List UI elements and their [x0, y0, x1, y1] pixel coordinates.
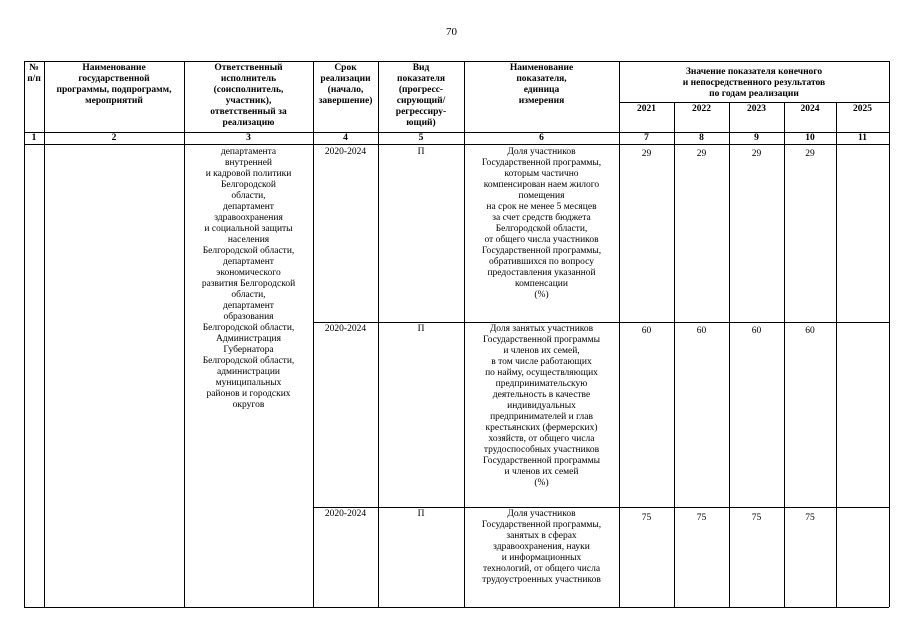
header-year: 2022 — [692, 104, 711, 114]
column-number: 11 — [858, 133, 867, 143]
row-value: 60 — [696, 326, 707, 336]
colnum-bottom-line — [24, 144, 889, 145]
header-values-group: Значение показателя конечного и непосредственного результатов по годам реализации — [682, 67, 826, 99]
header-number: № п/п — [27, 63, 41, 84]
header-responsible: Ответственный исполнитель (соисполнитель, участник), ответственный за реализацию — [210, 63, 287, 128]
row-indicator-type: П — [417, 147, 425, 157]
years-header-line — [619, 102, 889, 103]
col-border — [836, 102, 837, 607]
row-value: 60 — [805, 326, 815, 336]
column-number: 10 — [805, 133, 815, 143]
col-border — [729, 102, 730, 607]
header-period: Срок реализации (начало, завершение) — [318, 63, 373, 106]
col-border — [674, 102, 675, 607]
header-year: 2024 — [800, 104, 820, 114]
table-top-border — [24, 61, 889, 62]
table-bottom-border — [24, 607, 889, 608]
row-value: 29 — [641, 149, 652, 159]
header-indicator-type: Вид показателя (прогресс- сирующий/ регрессиру- ющий) — [395, 63, 447, 128]
row-indicator-name: Доля занятых участников Государственной программы и членов их семей, в том числе работающих по найму, осуществляющих предпринимательскую деятельность в качестве индивидуальных предпринимателей и глав крестьянских (фермерских) хозяйств, от общего числа трудоспособных участников Государственной программы и членов их семей (%) — [483, 324, 600, 488]
column-number: 7 — [644, 133, 649, 143]
row-indicator-type: П — [417, 509, 425, 519]
col-border — [784, 102, 785, 607]
header-year: 2025 — [853, 104, 872, 114]
row-separator — [313, 507, 889, 508]
row-value: 29 — [805, 149, 815, 159]
column-number: 4 — [343, 133, 348, 143]
row-separator — [313, 322, 889, 323]
column-number: 8 — [699, 133, 704, 143]
row-value: 60 — [751, 326, 762, 336]
header-program-name: Наименование государственной программы, подпрограмм, мероприятий — [56, 63, 172, 106]
row-value: 75 — [751, 513, 762, 523]
responsible-executors: департамента внутренней и кадровой политики Белгородской области, департамент здравоохранения и социальной защиты населения Белгородской области, департамент экономического развития Белгородской области, департамент образования Белгородской области, Администрация Губернатора Белгородской области, администрации муниципальных районов и городских округов — [201, 147, 296, 410]
header-year: 2021 — [637, 104, 656, 114]
row-value: 75 — [641, 513, 652, 523]
row-period: 2020-2024 — [324, 147, 367, 157]
row-indicator-name: Доля участников Государственной программы, занятых в сферах здравоохранения, науки и информационных технологий, от общего числа трудоустроенных участников — [481, 509, 602, 585]
col-border — [889, 61, 890, 607]
row-value: 60 — [641, 326, 652, 336]
row-period: 2020-2024 — [324, 324, 367, 334]
column-number: 6 — [539, 133, 544, 143]
row-value: 29 — [696, 149, 707, 159]
header-indicator-name: Наименование показателя, единица измерения — [509, 63, 574, 106]
header-year: 2023 — [747, 104, 766, 114]
column-number: 9 — [754, 133, 759, 143]
column-number: 5 — [418, 133, 424, 143]
row-indicator-type: П — [417, 324, 425, 334]
page-number: 70 — [446, 26, 457, 38]
indicator-table — [24, 61, 889, 607]
row-value: 75 — [805, 513, 815, 523]
row-period: 2020-2024 — [324, 509, 367, 519]
column-number: 2 — [111, 133, 117, 143]
column-number: 3 — [246, 133, 251, 143]
row-value: 29 — [751, 149, 762, 159]
column-number: 1 — [31, 133, 37, 143]
row-indicator-name: Доля участников Государственной программы, которым частично компенсирован наем жилого помещения на срок не менее 5 месяцев за счет средств бюджета Белгородской области, от общего числа участников Государственной программы, обратившихся по вопросу предоставления указанной компенсации (%) — [481, 147, 602, 300]
row-value: 75 — [696, 513, 707, 523]
